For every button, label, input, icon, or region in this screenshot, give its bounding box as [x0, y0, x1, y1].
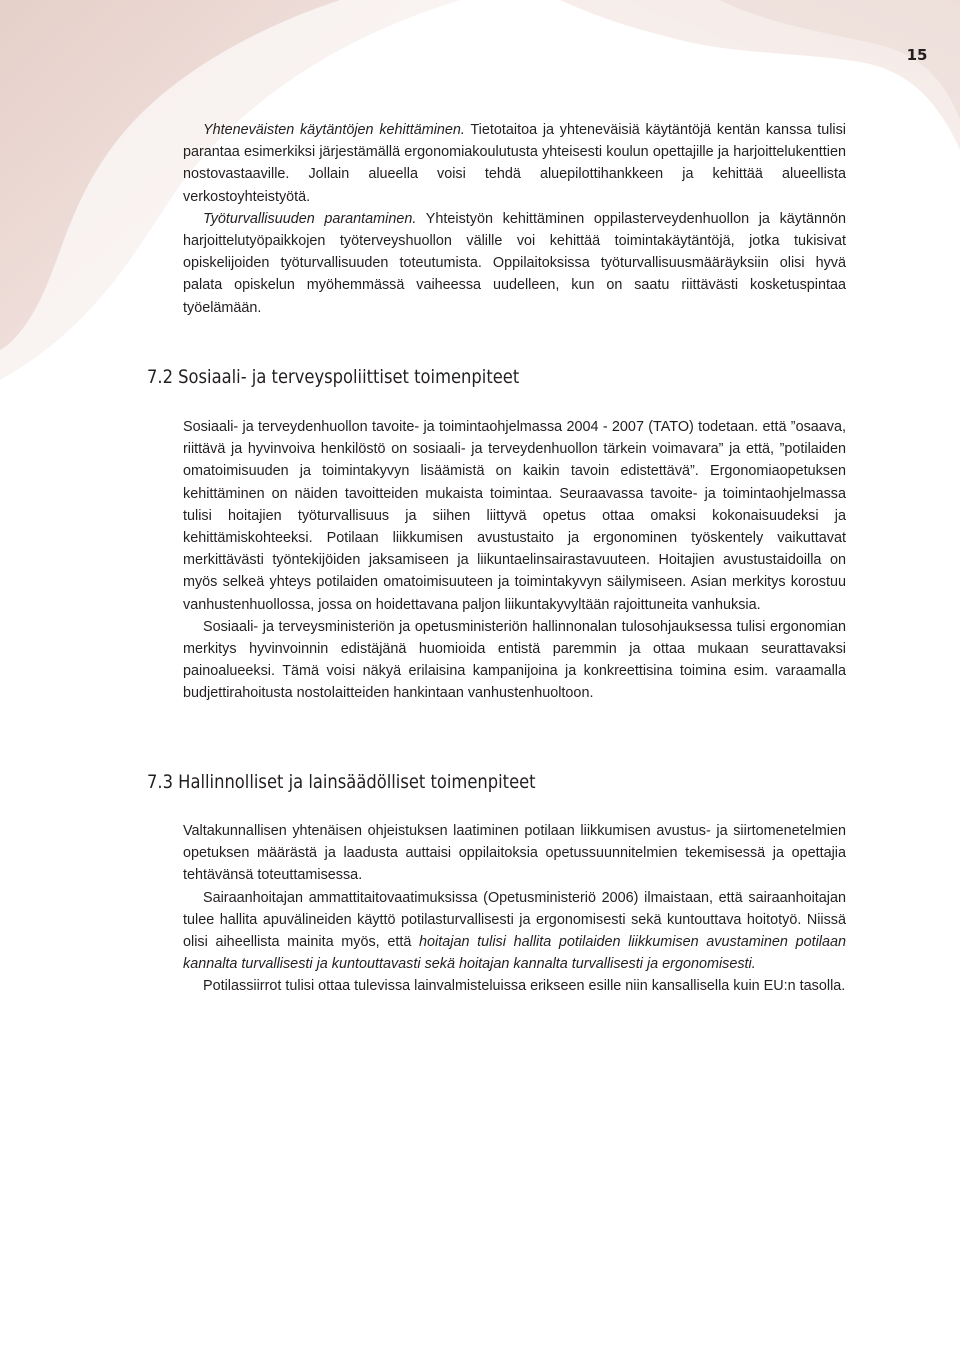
section-7-3-body — [183, 820, 846, 998]
section-heading-7-3: 7.3 Hallinnolliset ja lainsäädölliset toimenpiteet — [147, 771, 536, 793]
intro-p1-text: Tietotaitoa ja yhteneväisiä käytäntöjä kentän kanssa tulisi parantaa esimerkiksi järjestämällä ergonomiakoulutusta yhteisesti koulun opettajille ja harjoittelukenttien nostovastaaville. Jollain alueella voisi tehdä aluepilottihankkeen ja kehittää alueellista verkostoyhteistyötä. — [183, 122, 847, 205]
intro-paragraph-1 — [183, 119, 846, 208]
intro-p1-lead: Yhteneväisten käytäntöjen kehittäminen. — [203, 122, 465, 138]
section-7-3-p2-text: Sairaanhoitajan ammattitaitovaatimuksissa (Opetusministeriö 2006) ilmaistaan, että sairaanhoitajan tulee hallita apuvälineiden käyttö potilasturvallisesti ja ergonomisesti sekä kuntouttava hoitotyö. Niissä olisi aiheellista mainita myös, että — [183, 889, 846, 951]
section-7-2-body — [183, 416, 846, 705]
section-7-3-paragraph-3: Potilassiirrot tulisi ottaa tulevissa lainvalmisteluissa erikseen esille niin kansallisella kuin EU:n tasolla. — [203, 978, 846, 995]
section-7-3-p2-italic: hoitajan tulisi hallita potilaiden liikkumisen avustaminen potilaan kannalta turvallisesti ja kuntouttavasti sekä hoitajan kannalta turvallisesti ja ergonomisesti. — [183, 934, 846, 973]
intro-block — [183, 119, 846, 319]
intro-paragraph-2 — [183, 208, 846, 319]
section-7-3-paragraph-2 — [183, 887, 846, 976]
section-7-2-paragraph-1: Sosiaali- ja terveydenhuollon tavoite- ja toimintaohjelmassa 2004 - 2007 (TATO) todetaan. että ”osaava, riittävä ja hyvinvoiva henkilöstö on sosiaali- ja terveydenhuollon tärkein voimavara” ja että, ”potilaiden omatoimisuuden ja toimintakyvyn lisäämistä on kaikin tavoin edistettävä”. Ergonomiaopetuksen kehittäminen on näiden tavoitteiden mukaista toimintaa. Seuraavassa tavoite- ja toimintaohjelmassa tulisi hoitajien työturvallisuus ja siihen liittyvä opetus ottaa omaksi kokonaisuudeksi ja kehittämiskohteeksi. Potilaan liikkumisen avustustaito ja ergonominen työskentely vaikuttavat merkittävästi työntekijöiden jaksamiseen ja liikuntaelinsairastavuuteen. Hoitajien avustustaidoilla on myös selkeä yhteys potilaiden omatoimisuuteen ja toimintakyvyn säilymiseen. Asian merkitys korostuu vanhustenhuollossa, jossa on hoidettavana paljon liikuntakyvyltään rajoittuneita vanhuksia. — [183, 419, 846, 613]
section-7-3-paragraph-1: Valtakunnallisen yhtenäisen ohjeistuksen laatiminen potilaan liikkumisen avustus- ja siirtomenetelmien opetuksen määrästä ja laadusta auttaisi oppilaitoksia opetussuunnitelmien tekemisessä ja opettajia tehtävänsä toteuttamisessa. — [183, 823, 846, 884]
intro-p2-text: Yhteistyön kehittäminen oppilasterveydenhuollon ja käytännön harjoittelutyöpaikkojen työterveyshuollon välille voi kehittää toimintakäytäntöjä, jotka tukisivat opiskelijoiden työturvallisuuden toteutumista. Oppilaitoksissa työturvallisuusmääräyksiin olisi hyvä palata opiskelun myöhemmässä vaiheessa uudelleen, kun on saatu riittävästi kosketuspintaa työelämään. — [183, 210, 846, 316]
page-number: 15 — [906, 46, 928, 64]
section-heading-7-2: 7.2 Sosiaali- ja terveyspoliittiset toimenpiteet — [147, 366, 520, 388]
section-7-2-paragraph-2: Sosiaali- ja terveysministeriön ja opetusministeriön hallinnonalan tulosohjauksessa tulisi ergonomian merkitys hyvinvoinnin edistäjänä huomioida entistä paremmin ja ottaa mukaan seurattavaksi painoalueeksi. Tämä voisi näkyä erilaisina kampanijoina ja konkreettisina toimina esim. varaamalla budjettirahoitusta nostolaitteiden hankintaan vanhustenhuoltoon. — [183, 618, 846, 702]
intro-p2-lead: Työturvallisuuden parantaminen. — [203, 210, 417, 227]
